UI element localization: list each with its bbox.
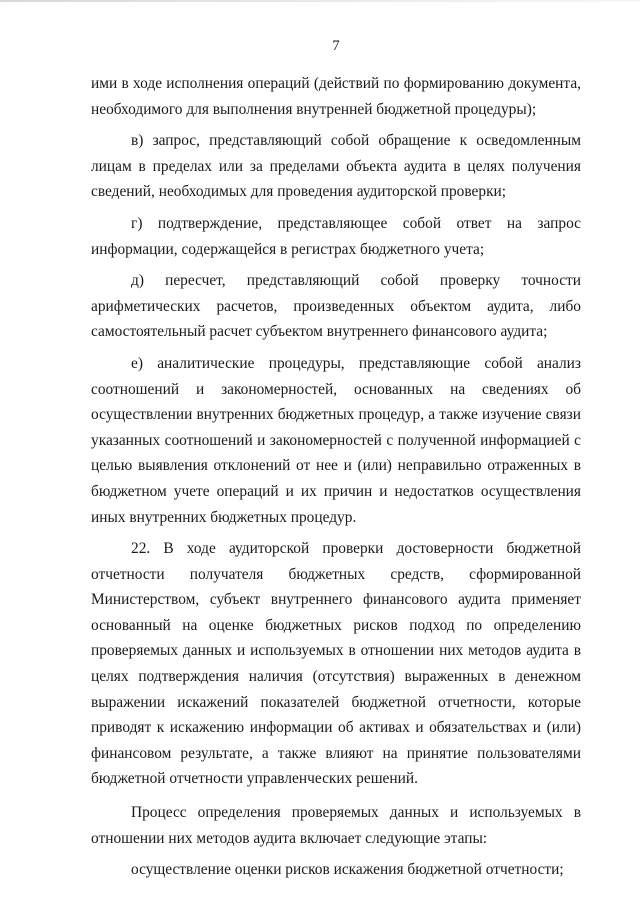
page-number: 7: [332, 38, 340, 54]
paragraph-continuation: ими в ходе исполнения операций (действий по формированию документа, необходимого для выполнения внутренней бюджетной процедуры);: [91, 75, 581, 118]
paragraph-item-v: в) запрос, представляющий собой обращение к осведомленным лицам в пределах или за пределами объекта аудита в целях получения сведений, необходимых для проведения аудиторской проверки;: [91, 132, 581, 201]
paragraph-item-e: е) аналитические процедуры, представляющие собой анализ соотношений и закономерностей, основанных на сведениях об осуществлении внутренних бюджетных процедур, а также изучение связи указанных соотношений и закономерностей с полученной информацией с целью выявления отклонений от нее и (или) неправильно отраженных в бюджетном учете операций и их причин и недостатков осуществления иных внутренних бюджетных процедур.: [91, 354, 581, 526]
scan-edge-line: [0, 0, 640, 2]
document-page: [91, 35, 581, 883]
paragraph-item-d: д) пересчет, представляющий собой проверку точности арифметических расчетов, произведенных объектом аудита, либо самостоятельный расчет субъектом внутреннего финансового аудита;: [91, 272, 581, 341]
paragraph-section-22: 22. В ходе аудиторской проверки достоверности бюджетной отчетности получателя бюджетных средств, сформированной Министерством, субъект внутреннего финансового аудита применяет основанный на оценке бюджетных рисков подход по определению проверяемых данных и используемых в отношении них методов аудита в целях подтверждения наличия (отсутствия) выраженных в денежном выражении искажений показателей бюджетной отчетности, которые приводят к искажению информации об активах и обязательствах и (или) финансовом результате, а также влияют на принятие пользователями бюджетной отчетности управленческих решений.: [91, 540, 581, 788]
paragraph-process: Процесс определения проверяемых данных и используемых в отношении них методов аудита включает следующие этапы:: [91, 804, 581, 847]
paragraph-item-g: г) подтверждение, представляющее собой ответ на запрос информации, содержащейся в регистрах бюджетного учета;: [91, 214, 581, 258]
paragraph-step-risk-assessment: осуществление оценки рисков искажения бюджетной отчетности;: [131, 861, 564, 879]
